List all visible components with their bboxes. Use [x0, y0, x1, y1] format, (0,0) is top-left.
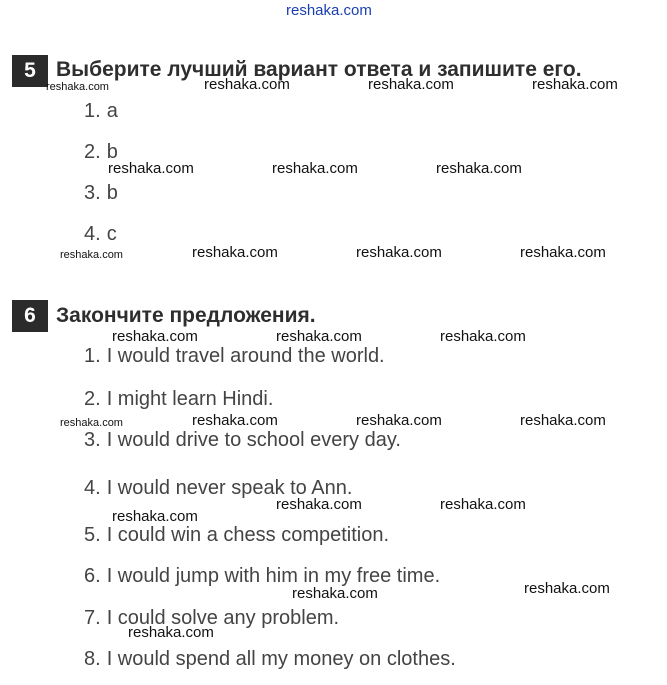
exercise-5-answer-3: 3. b [84, 182, 118, 204]
exercise-6-badge: 6 [12, 300, 48, 332]
watermark: reshaka.com [532, 76, 618, 93]
watermark: reshaka.com [192, 244, 278, 261]
watermark: reshaka.com [276, 496, 362, 513]
watermark: reshaka.com [520, 244, 606, 261]
exercise-6-answer-2: 2. I might learn Hindi. [84, 388, 274, 410]
exercise-6-answer-8: 8. I would spend all my money on clothes. [84, 648, 456, 670]
watermark: reshaka.com [112, 508, 198, 525]
watermark: reshaka.com [356, 244, 442, 261]
watermark: reshaka.com [112, 328, 198, 345]
watermark: reshaka.com [436, 160, 522, 177]
watermark: reshaka.com [440, 328, 526, 345]
watermark: reshaka.com [368, 76, 454, 93]
exercise-5-badge: 5 [12, 55, 48, 87]
watermark: reshaka.com [128, 624, 214, 641]
exercise-5-title: Выберите лучший вариант ответа и запишите его. [56, 58, 582, 81]
watermark: reshaka.com [204, 76, 290, 93]
exercise-6-answer-6: 6. I would jump with him in my free time. [84, 565, 441, 587]
watermark: reshaka.com [356, 412, 442, 429]
exercise-6-answer-7: 7. I could solve any problem. [84, 607, 340, 629]
watermark: reshaka.com [108, 160, 194, 177]
watermark: reshaka.com [520, 412, 606, 429]
exercise-5-answer-2: 2. b [84, 141, 118, 163]
watermark: reshaka.com [272, 160, 358, 177]
watermark: reshaka.com [192, 412, 278, 429]
exercise-5-answer-1: 1. a [84, 100, 118, 122]
exercise-6-answer-4: 4. I would never speak to Ann. [84, 477, 353, 499]
exercise-6-title: Закончите предложения. [56, 304, 316, 327]
watermark: reshaka.com [60, 417, 123, 429]
site-header-link[interactable]: reshaka.com [286, 2, 372, 19]
watermark: reshaka.com [524, 580, 610, 597]
watermark: reshaka.com [276, 328, 362, 345]
watermark: reshaka.com [60, 249, 123, 261]
exercise-5-answer-4: 4. c [84, 223, 117, 245]
exercise-6-answer-3: 3. I would drive to school every day. [84, 429, 401, 451]
watermark: reshaka.com [46, 81, 109, 93]
exercise-6-answer-1: 1. I would travel around the world. [84, 345, 385, 367]
watermark: reshaka.com [292, 585, 378, 602]
exercise-6-answer-5: 5. I could win a chess competition. [84, 524, 390, 546]
watermark: reshaka.com [440, 496, 526, 513]
